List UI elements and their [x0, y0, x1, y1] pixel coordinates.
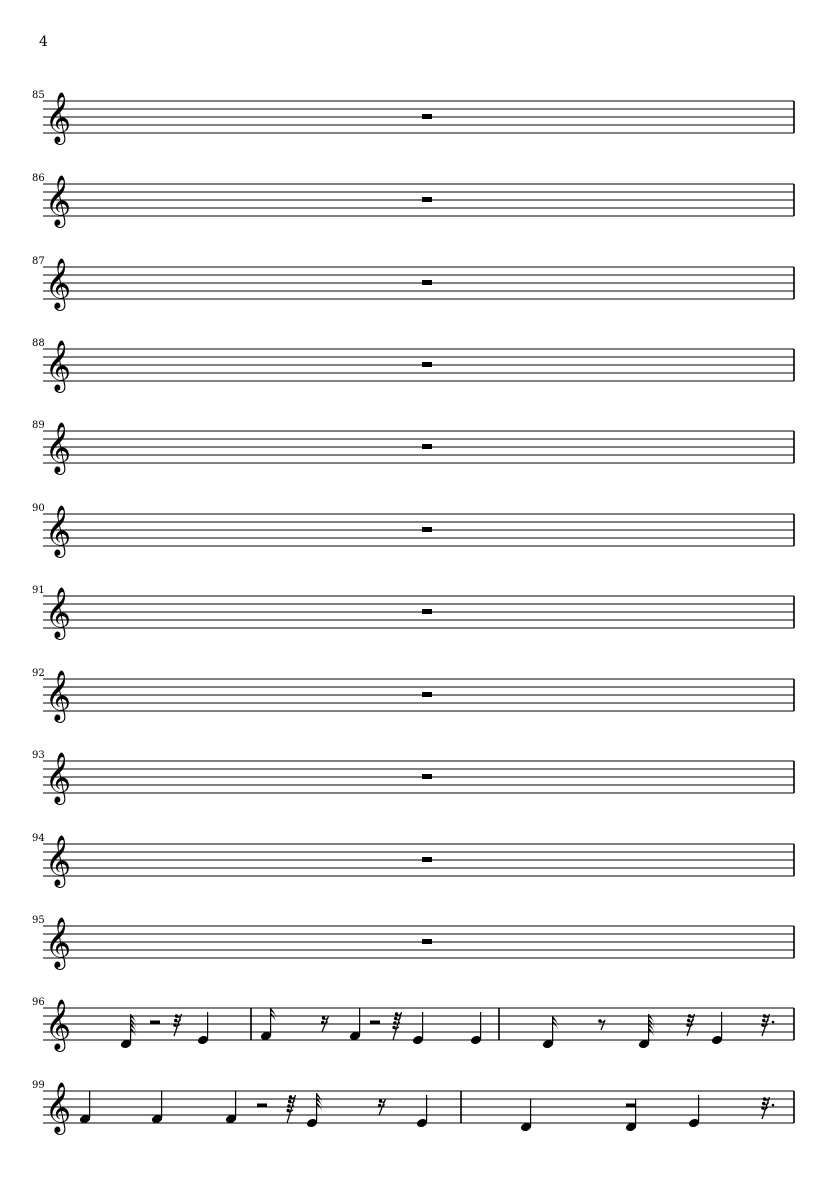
whole-rest [422, 939, 432, 944]
staff-system [32, 173, 794, 228]
half-rest [257, 1104, 267, 1108]
measure-number: 87 [32, 256, 45, 267]
treble-clef-icon: 𝄞 [45, 835, 72, 886]
treble-clef-icon: 𝄞 [45, 587, 72, 638]
measure-number: 85 [32, 90, 45, 101]
measure-number: 91 [32, 585, 45, 596]
short-rest [761, 1097, 774, 1119]
treble-clef-icon: 𝄞 [45, 999, 72, 1050]
whole-rest [422, 444, 432, 449]
treble-clef-icon: 𝄞 [45, 917, 72, 968]
measure-number: 86 [32, 173, 45, 184]
short-rest [686, 1014, 694, 1036]
treble-clef-icon: 𝄞 [45, 505, 72, 556]
whole-rest [422, 362, 432, 367]
whole-rest [422, 114, 432, 119]
flag [271, 1013, 277, 1023]
whole-rest [422, 280, 432, 285]
whole-rest [422, 692, 432, 697]
measure-number: 99 [32, 1080, 45, 1091]
treble-clef-icon: 𝄞 [45, 422, 72, 473]
measure-number: 88 [32, 338, 45, 349]
half-rest [370, 1021, 380, 1025]
staff-system [32, 338, 794, 393]
treble-clef-icon: 𝄞 [45, 752, 72, 803]
staff-system [32, 750, 794, 805]
treble-clef-icon: 𝄞 [45, 258, 72, 309]
flag [649, 1028, 655, 1038]
whole-rest [422, 857, 432, 862]
half-rest [150, 1021, 160, 1025]
measure-number: 95 [32, 915, 45, 926]
measure-number: 96 [32, 997, 45, 1008]
measure-number: 93 [32, 750, 45, 761]
measure-number: 94 [32, 833, 45, 844]
treble-clef-icon: 𝄞 [45, 340, 72, 391]
short-rest [761, 1014, 774, 1036]
treble-clef-icon: 𝄞 [45, 670, 72, 721]
whole-rest [422, 197, 432, 202]
whole-rest [422, 527, 432, 532]
staff-system [32, 668, 794, 723]
treble-clef-icon: 𝄞 [45, 1082, 72, 1133]
systems [32, 90, 794, 1135]
short-rest [173, 1014, 181, 1036]
staff-system [32, 420, 794, 475]
staff-system [32, 915, 794, 970]
staff-system [32, 1080, 794, 1135]
staff-system [32, 997, 794, 1052]
half-rest [626, 1104, 636, 1108]
measure-number: 89 [32, 420, 45, 431]
treble-clef-icon: 𝄞 [45, 92, 72, 143]
staff-system [32, 256, 794, 311]
staff-system [32, 503, 794, 558]
whole-rest [422, 609, 432, 614]
staff-system [32, 585, 794, 640]
measure-number: 92 [32, 668, 45, 679]
treble-clef-icon: 𝄞 [45, 175, 72, 226]
whole-rest [422, 774, 432, 779]
flag [553, 1021, 559, 1031]
eighth-rest [598, 1019, 605, 1030]
flag [131, 1028, 137, 1038]
staff-system [32, 833, 794, 888]
page-number: 4 [39, 34, 48, 50]
staff-system [32, 90, 794, 145]
measure-number: 90 [32, 503, 45, 514]
